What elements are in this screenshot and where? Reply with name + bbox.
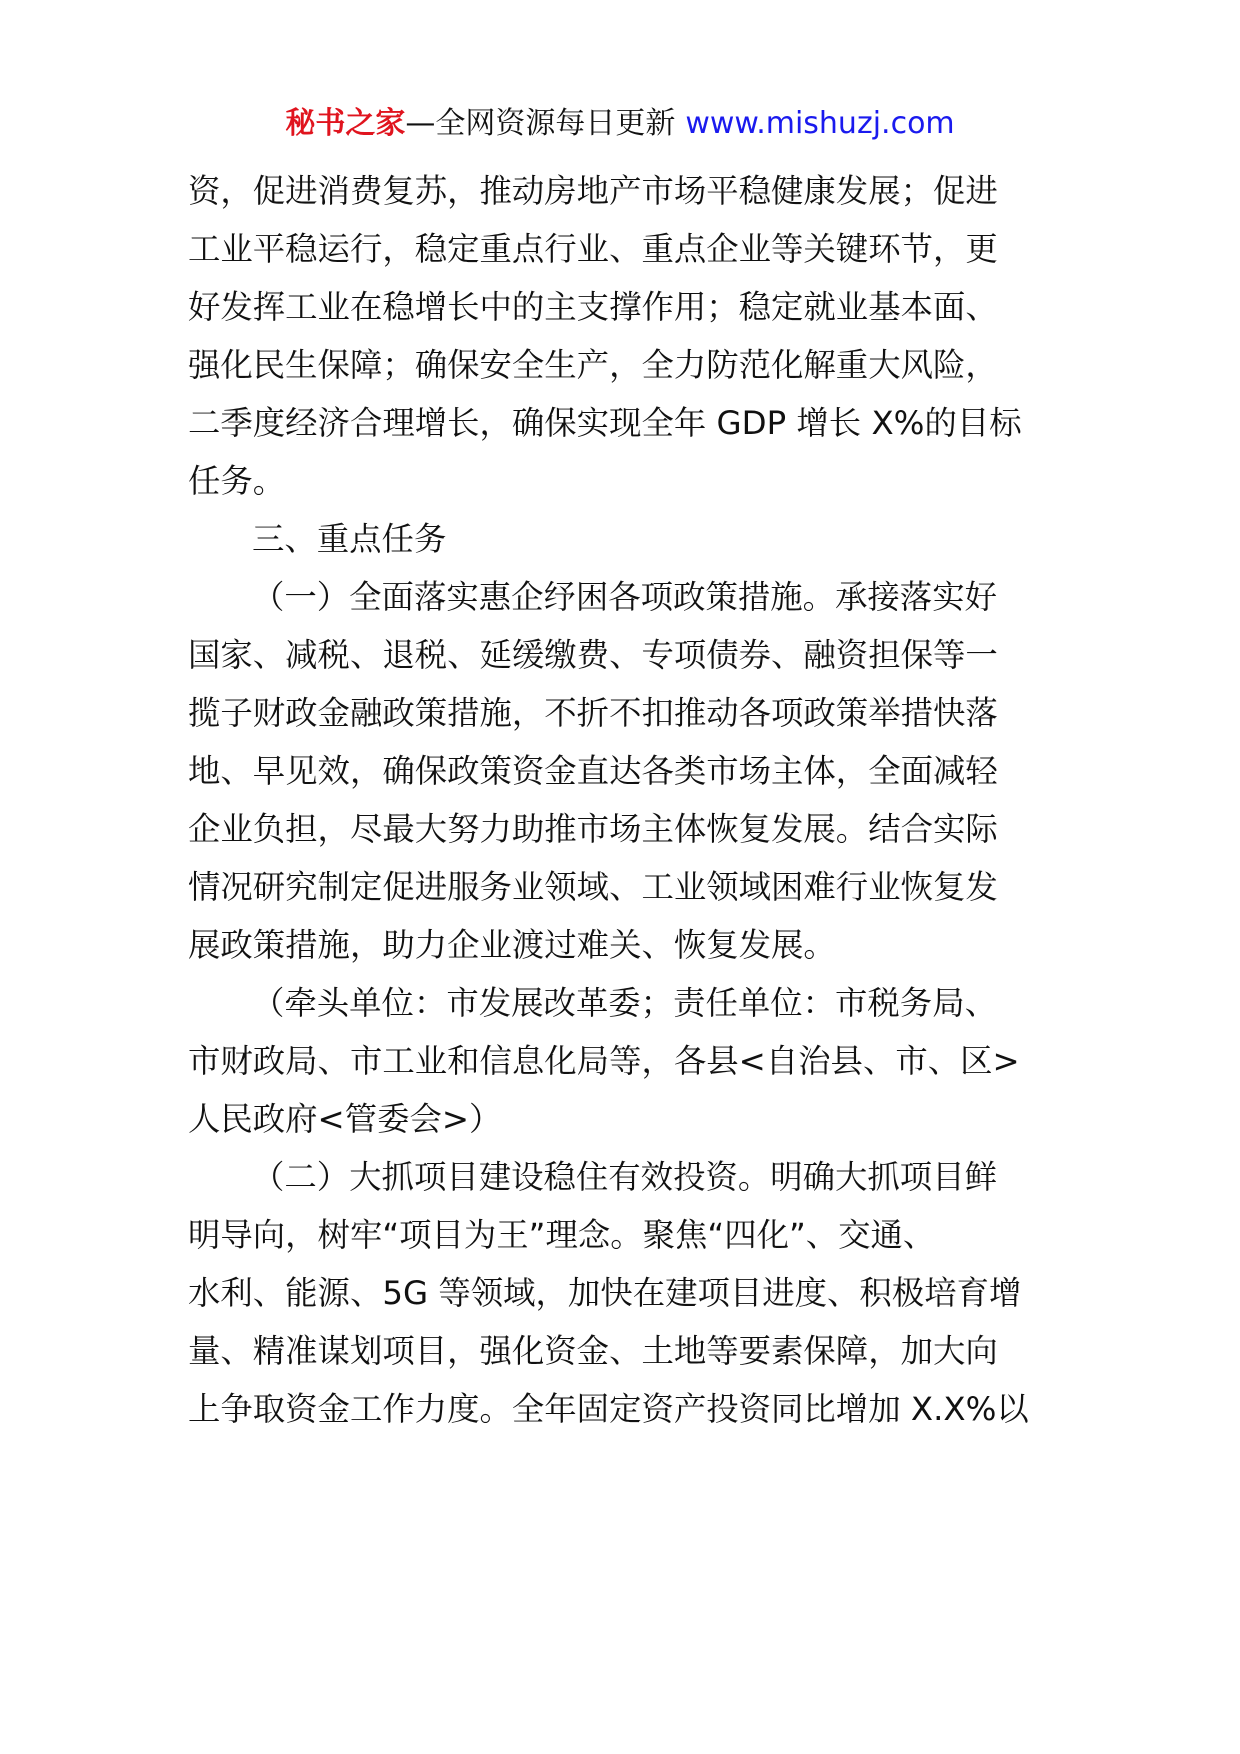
text-line: 量、精准谋划项目，强化资金、土地等要素保障，加大向 [188,1332,998,1370]
text-line: 明导向，树牢“项目为王”理念。聚焦“四化”、交通、 [188,1216,936,1254]
header-tagline: —全网资源每日更新 [405,106,676,141]
text-line: 任务。 [188,462,286,500]
text-line: 资，促进消费复苏，推动房地产市场平稳健康发展；促进 [188,172,998,210]
paragraph-start: （二）大抓项目建设稳住有效投资。明确大抓项目鲜 [252,1158,997,1196]
text-line: 好发挥工业在稳增长中的主支撑作用；稳定就业基本面、 [188,288,998,326]
site-header [0,104,1240,144]
section-heading: 三、重点任务 [252,520,447,558]
text-line: 展政策措施，助力企业渡过难关、恢复发展。 [188,926,836,964]
paragraph-start: （一）全面落实惠企纾困各项政策措施。承接落实好 [252,578,997,616]
text-line: 水利、能源、5G 等领域，加快在建项目进度、积极培育增 [188,1274,1022,1312]
brand-name: 秘书之家 [285,106,406,141]
text-line: 市财政局、市工业和信息化局等，各县<自治县、市、区> [188,1042,1020,1080]
text-line: 情况研究制定促进服务业领域、工业领域困难行业恢复发 [188,868,998,906]
text-line: 地、早见效，确保政策资金直达各类市场主体，全面减轻 [188,752,998,790]
paragraph-start: （牵头单位：市发展改革委；责任单位：市税务局、 [252,984,997,1022]
text-line: 国家、减税、退税、延缓缴费、专项债券、融资担保等一 [188,636,998,674]
text-line: 二季度经济合理增长，确保实现全年 GDP 增长 X%的目标 [188,404,1022,442]
text-line: 上争取资金工作力度。全年固定资产投资同比增加 X.X%以 [188,1390,1029,1428]
text-line: 人民政府<管委会>） [188,1100,502,1138]
text-line: 工业平稳运行，稳定重点行业、重点企业等关键环节，更 [188,230,998,268]
text-line: 揽子财政金融政策措施，不折不扣推动各项政策举措快落 [188,694,998,732]
text-line: 企业负担，尽最大努力助推市场主体恢复发展。结合实际 [188,810,998,848]
text-line: 强化民生保障；确保安全生产，全力防范化解重大风险， [188,346,998,384]
site-url-link[interactable]: www.mishuzj.com [685,106,955,141]
